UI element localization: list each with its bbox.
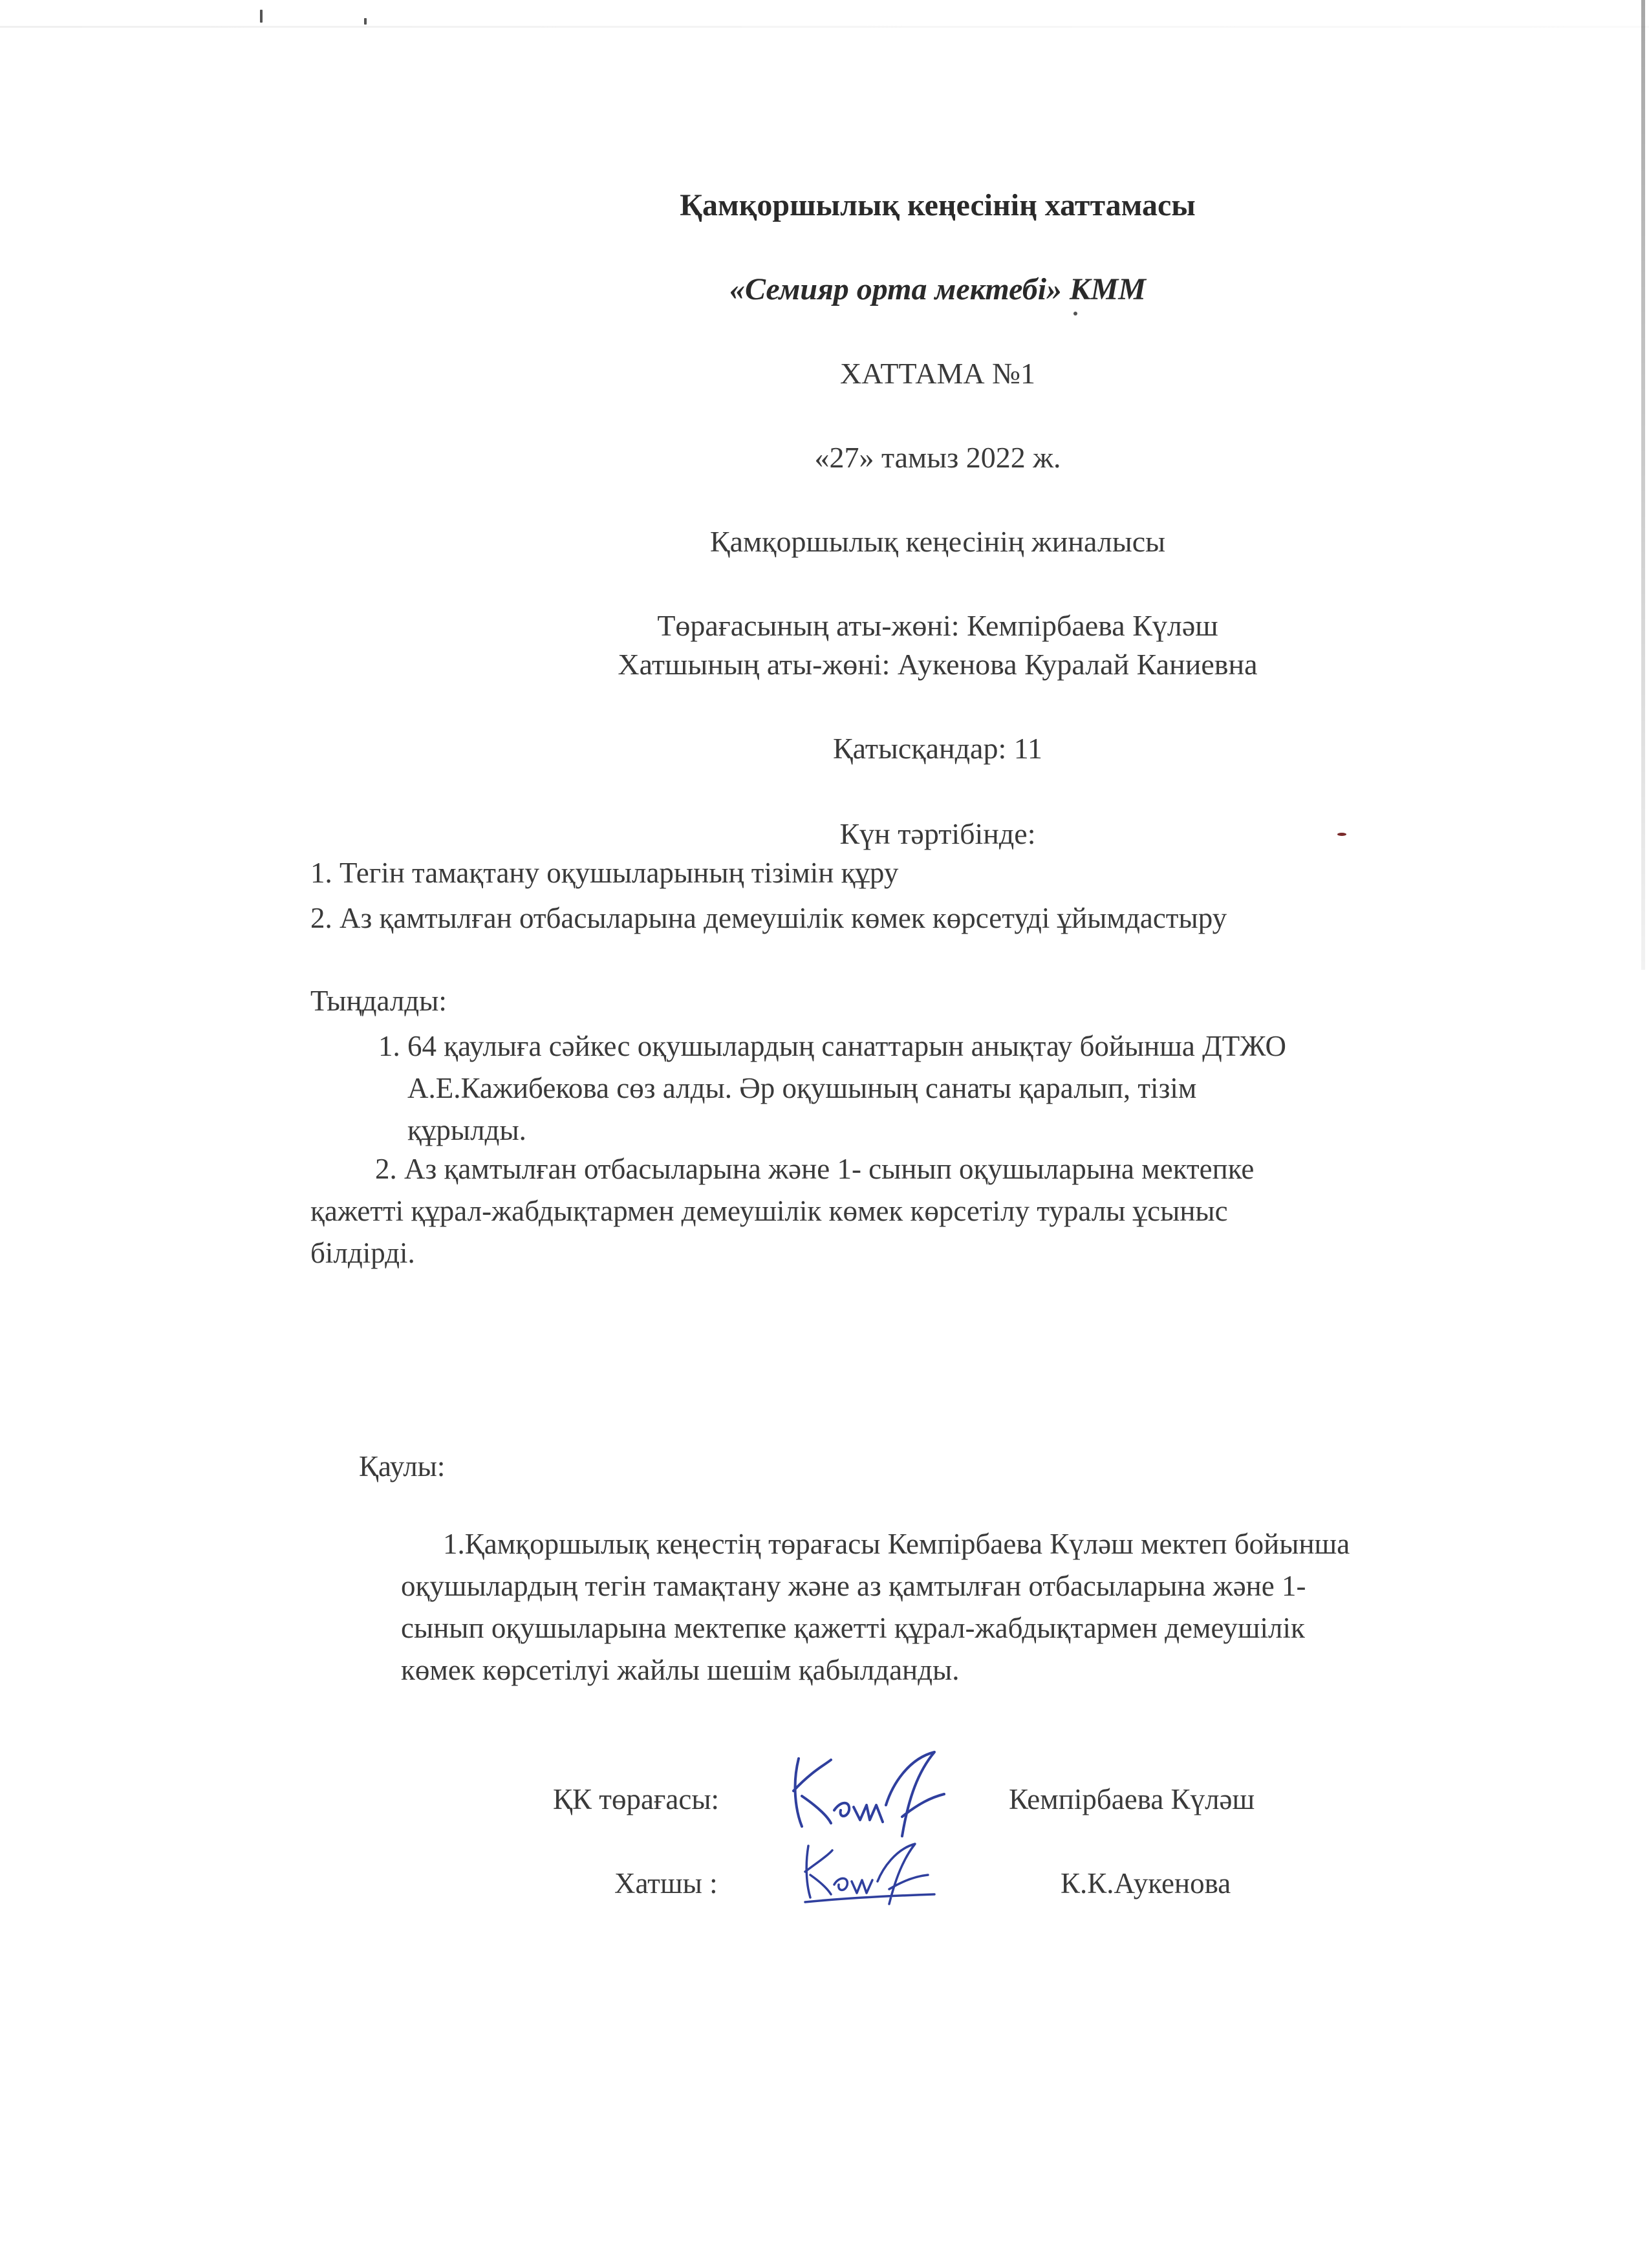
decision-line-3: сынып оқушыларына мектепке қажетті құрал-жабдықтармен демеушілік [401, 1612, 1305, 1644]
scan-speck [260, 10, 263, 23]
agenda-item-1: 1. Тегін тамақтану оқушыларының тізімін құру [310, 857, 899, 889]
decision-line-1: 1.Қамқоршылық кеңестің төрағасы Кемпірбаева Күләш мектеп бойынша [443, 1528, 1350, 1560]
protocol-date: «27» тамыз 2022 ж. [814, 441, 1061, 474]
chair-signature [779, 1746, 973, 1843]
document-title: Қамқоршылық кеңесінің хаттамасы [680, 188, 1196, 222]
chair-signature-label: ҚК төрағасы: [553, 1783, 720, 1815]
scan-speck [1073, 312, 1077, 316]
school-name: «Семияр орта мектебі» КММ [729, 272, 1146, 306]
scan-speck [364, 18, 367, 25]
heard-item2-line3: білдірді. [310, 1237, 415, 1269]
heard-item1-line3: құрылды. [407, 1114, 526, 1146]
heard-item1-line1: 1. 64 қаулыға сәйкес оқушылардың санаттарын анықтау бойынша ДТЖО [378, 1030, 1286, 1062]
heard-item1-line2: А.Е.Кажибекова сөз алды. Әр оқушының санаты қаралып, тізім [407, 1072, 1197, 1104]
meeting-name: Қамқоршылық кеңесінің жиналысы [709, 525, 1166, 558]
heard-item2-line2: қажетті құрал-жабдықтармен демеушілік көмек көрсетілу туралы ұсыныс [310, 1195, 1228, 1227]
heard-heading: Тыңдалды: [310, 985, 447, 1017]
agenda-item-2: 2. Аз қамтылған отбасыларына демеушілік көмек көрсетуді ұйымдастыру [310, 902, 1227, 934]
attendees-count: Қатысқандар: 11 [832, 732, 1043, 765]
secretary-line: Хатшының аты-жөні: Аукенова Куралай Каниевна [618, 648, 1258, 681]
heard-item2-line1: 2. Аз қамтылған отбасыларына және 1- сынып оқушыларына мектепке [375, 1153, 1255, 1185]
agenda-heading: Күн тәртібінде: [839, 817, 1036, 850]
chair-line: Төрағасының аты-жөні: Кемпірбаева Күләш [657, 609, 1218, 642]
secretary-signature [792, 1836, 947, 1907]
decision-line-2: оқушылардың тегін тамақтану және аз қамтылған отбасыларына және 1- [401, 1570, 1306, 1602]
scan-edge-top [0, 26, 1649, 28]
decision-line-4: көмек көрсетілуі жайлы шешім қабылданды. [401, 1654, 960, 1686]
secretary-name: К.К.Аукенова [1061, 1867, 1231, 1899]
chair-name: Кемпірбаева Күләш [1009, 1783, 1255, 1815]
decision-heading: Қаулы: [359, 1450, 446, 1482]
protocol-number: ХАТТАМА №1 [839, 357, 1036, 390]
secretary-signature-label: Хатшы : [614, 1867, 718, 1899]
